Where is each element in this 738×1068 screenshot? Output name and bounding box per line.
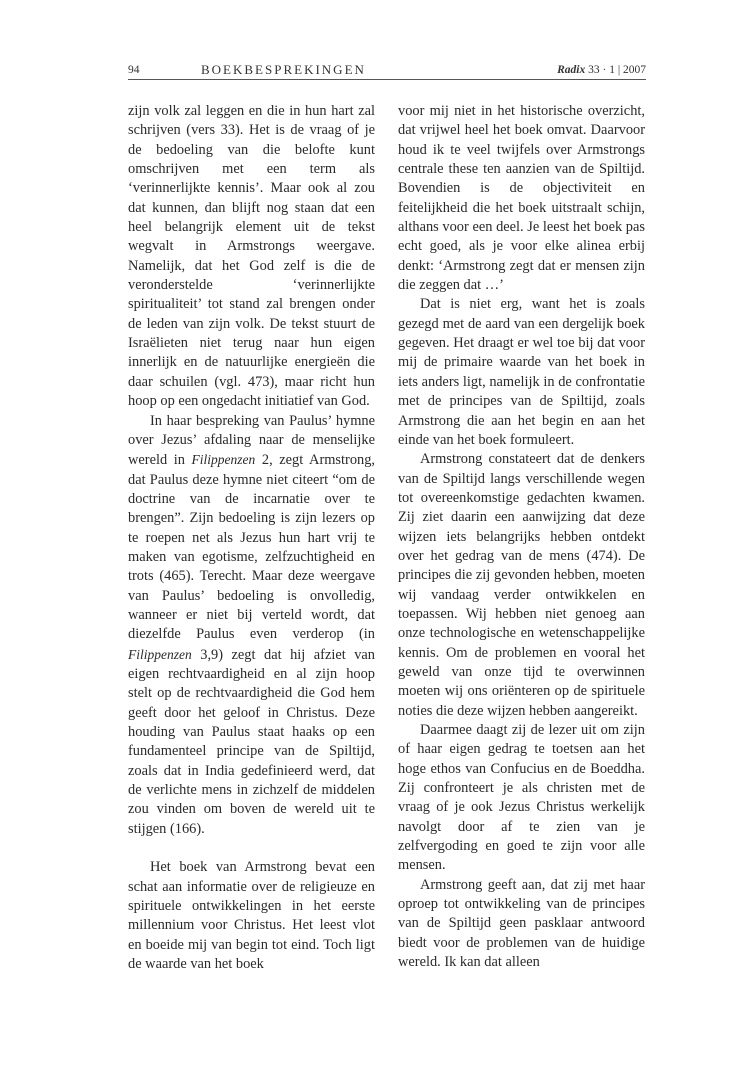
paragraph: Daarmee daagt zij de lezer uit om zijn of haar eigen gedrag te toetsen aan het hoge ethos van Confucius en de Boeddha. Zij confronteert je als christen met de vraag of je ook Jezus Christus werkelijk navolgt door af te zien van je zelfvergoding en goed te zijn voor alle mensen.: [398, 722, 645, 874]
journal-name: Radix: [557, 64, 586, 76]
paragraph: Armstrong geeft aan, dat zij met haar oproep tot ontwikkeling van de principes van de Spiltijd geen pasklaar antwoord biedt voor de problemen van de huidige wereld. Ik kan dat alleen: [398, 876, 645, 971]
section-title: BOEKBESPREKINGEN: [201, 62, 366, 77]
page-number: 94: [128, 64, 140, 76]
paragraph: Dat is niet erg, want het is zoals gezegd met de aard van een dergelijk boek gegeven. Het draagt er wel toe bij dat voor mij de primaire waarde van het boek in iets anders ligt, namelijk in de confrontatie met de principes van de Spiltijd, zoals Armstrong die aan het begin en aan het einde van het boek formuleert.: [398, 296, 645, 448]
book-reference: Filippenzen: [128, 646, 192, 662]
text-run: In haar bespreking van Paulus’ hymne over Jezus’ afdaling naar de menselijke wereld in: [128, 412, 375, 469]
left-column: [128, 102, 375, 974]
right-column: [398, 102, 645, 972]
text-run: 3,9) zegt dat hij afziet van eigen rechtvaardigheid en al zijn hoop stelt op de rechtvaardigheid die God hem geeft door het geloof in Christus. Deze houding van Paulus staat haaks op een fundamenteel principe van de Spiltijd, zoals dat in India gedefinieerd werd, dat de verlichte mens in zichzelf de middelen zou vinden om boven de wereld uit te stijgen (166).: [128, 646, 375, 837]
book-reference: Filippenzen: [191, 452, 256, 468]
paragraph: [128, 412, 375, 840]
paragraph: Het boek van Armstrong bevat een schat aan informatie over de religieuze en spirituele ontwikkelingen in het eerste millennium voor Christus. Het leest vlot en boeide mij van begin tot eind. Toch ligt de waarde van het boek: [128, 859, 375, 973]
paragraph: zijn volk zal leggen en die in hun hart zal schrijven (vers 33). Het is de vraag of je de bedoeling van die belofte kunt omschrijven met een term als ‘verinnerlijkte kennis’. Maar ook al zou dat kunnen, dan blijft nog staan dat een heel belangrijk element uit de tekst wegvalt in Armstrongs weergave. Namelijk, dat het God zelf is die de veronderstelde ‘verinnerlijkte spiritualiteit’ tot stand zal brengen onder de leden van zijn volk. De tekst stuurt de Israëlieten niet terug naar hun eigen innerlijk en de natuurlijke energieën die daar schuilen (vgl. 473), maar richt hun hoop op een ongedacht initiatief van God.: [128, 103, 375, 410]
text-run: 2, zegt Armstrong, dat Paulus deze hymne niet citeert “om de doctrine van de incarnatie over te brengen”. Zijn bedoeling is zijn lezers op te roepen net als Jezus hun hart vrij te maken van egotisme, zelfzuchtigheid en trots (465). Terecht. Maar deze weergave van Paulus’ bedoeling is onvolledig, wanneer er niet bij verteld wordt, dat diezelfde Paulus even verderop (in: [128, 452, 375, 643]
journal-issue: 33 · 1 | 2007: [588, 64, 646, 76]
paragraph: Armstrong constateert dat de denkers van de Spiltijd langs verschillende wegen tot overeenkomstige gedachten kwamen. Zij ziet daarin een aanwijzing dat deze wijzen iets belangrijks hebben ontdekt over het gedrag van de mens (474). De principes die zij gevonden hebben, moeten wij vandaag verder ontwikkelen en toepassen. Wij hebben niet genoeg aan onze technologische en wetenschappelijke kennis. Om de problemen en vooral het geweld van onze tijd te overwinnen moeten wij ons oriënteren op de spirituele noties die deze wijzen hebben aangereikt.: [398, 451, 645, 719]
running-header: [128, 60, 646, 84]
header-rule: [128, 79, 646, 80]
section-break: [128, 839, 375, 858]
journal-reference: [557, 64, 646, 76]
paragraph: voor mij niet in het historische overzicht, dat vrijwel heel het boek omvat. Daarvoor houd ik te veel twijfels over Armstrongs centrale these ten aanzien van de Spiltijd. Bovendien is de objectiviteit en feitelijkheid die het boek uitstraalt schijn, althans voor een deel. Je leest het boek pas echt goed, als je voor elke alinea erbij denkt: ‘Armstrong zegt dat er mensen zijn die zeggen dat …’: [398, 103, 645, 294]
